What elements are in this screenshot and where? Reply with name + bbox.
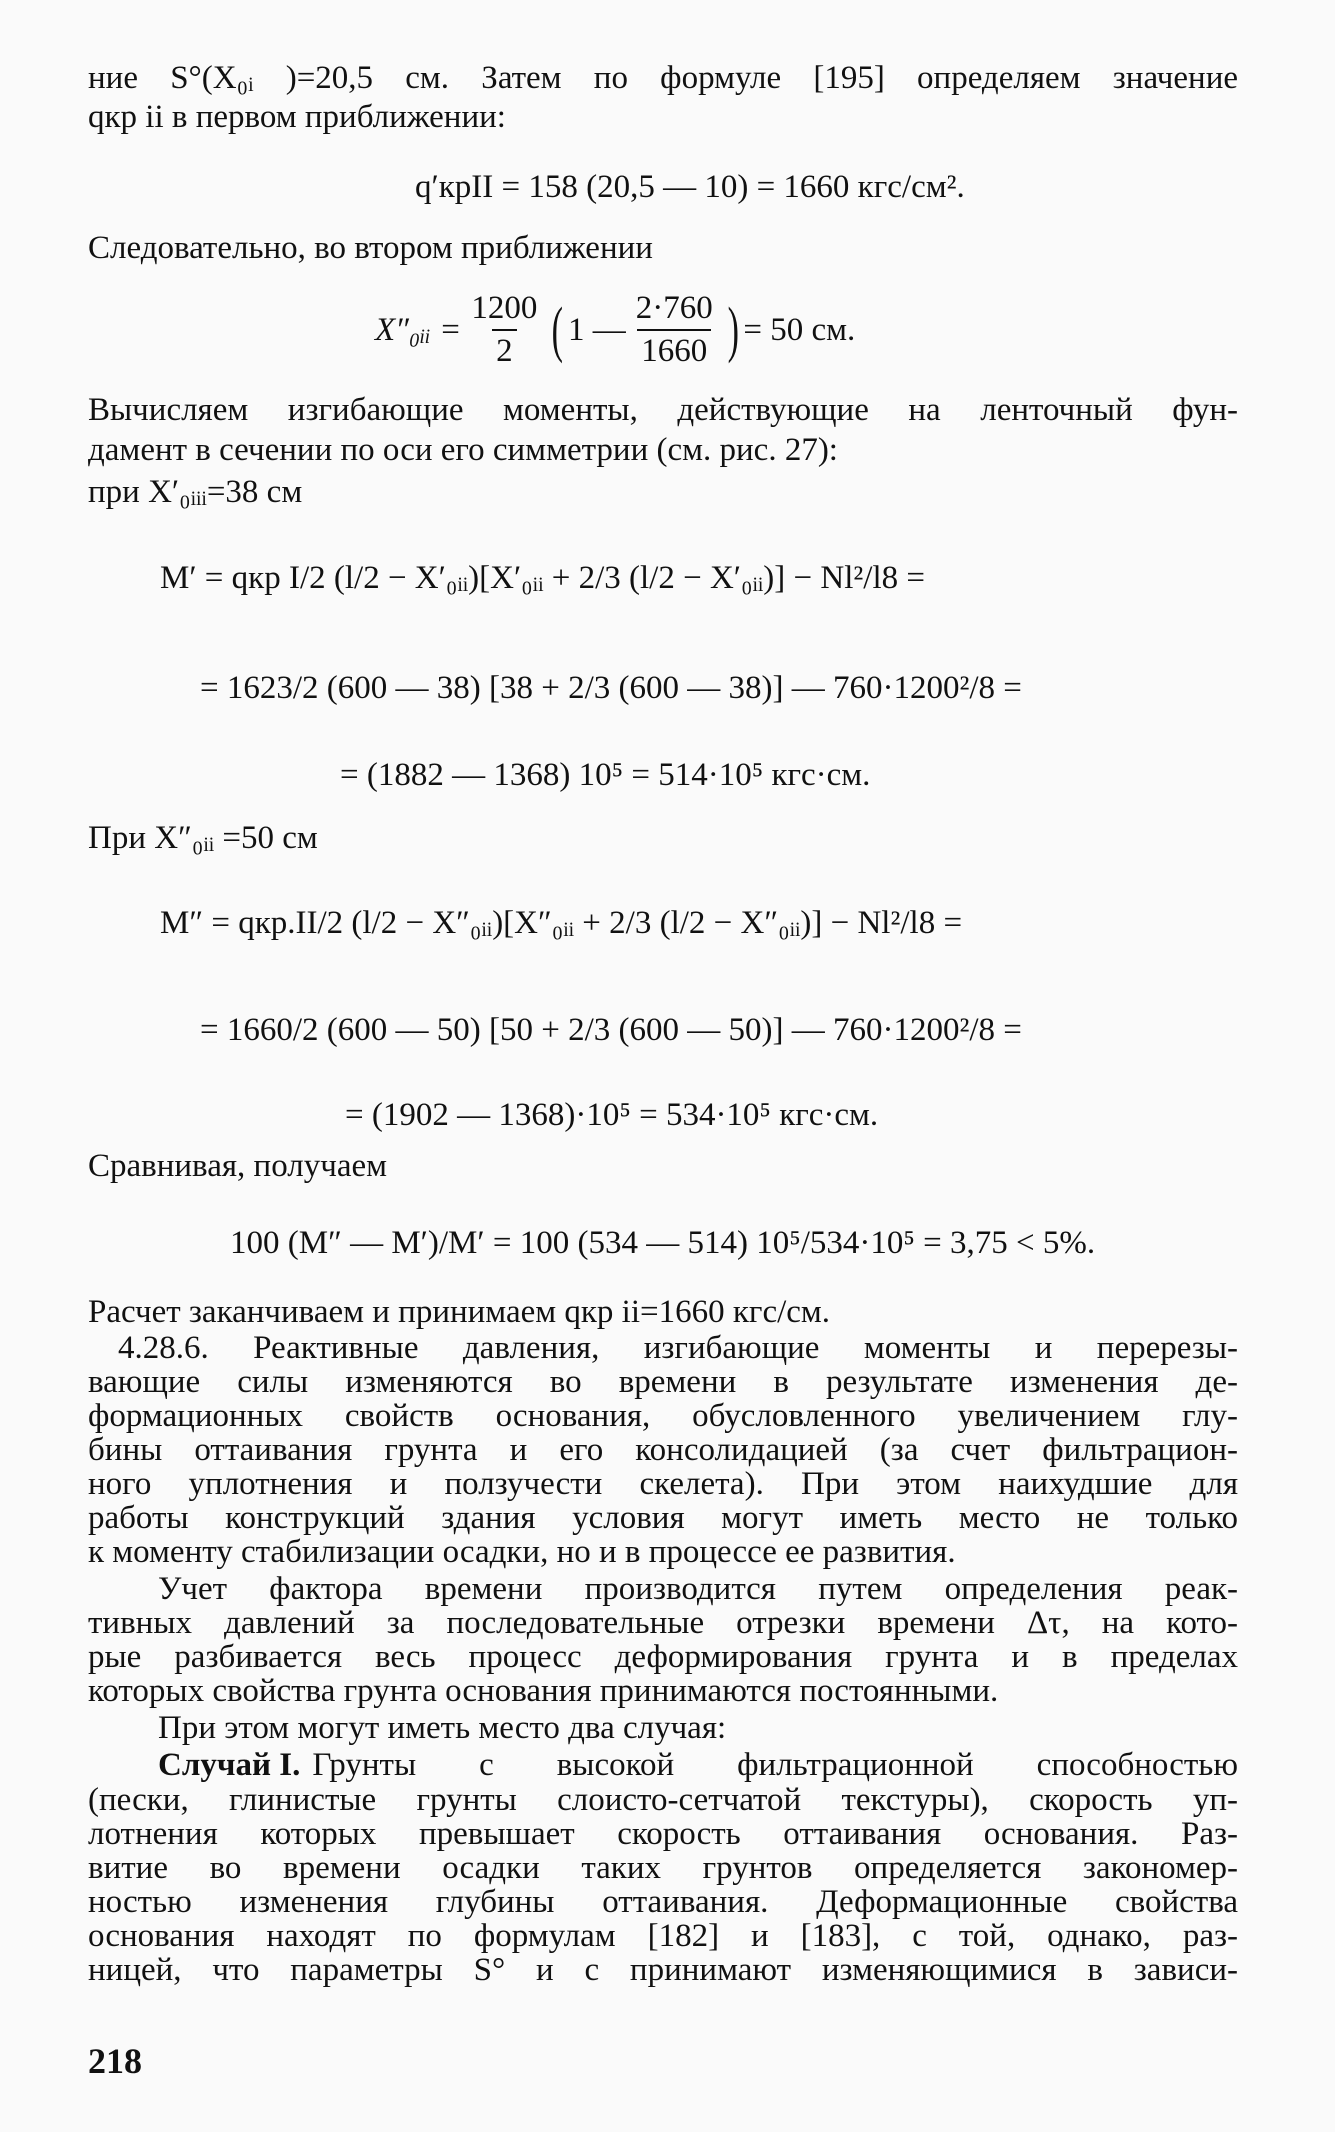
equation: = (1902 — 1368)·10⁵ = 534·10⁵ кгс·см.: [345, 1097, 879, 1133]
text-line: дамент в сечении по оси его симметрии (см. рис. 27):: [88, 432, 838, 468]
text-line: ного уплотнения и ползучести скелета). При этом наихудшие для: [88, 1466, 1238, 1502]
text-line: которых свойства грунта основания принимаются постоянными.: [88, 1673, 999, 1709]
denominator: 1660: [637, 329, 711, 370]
text-line: Расчет заканчиваем и принимаем qкр ii=1660 кгс/см.: [88, 1294, 831, 1330]
numerator: 1200: [471, 290, 538, 326]
text-line: 4.28.6. Реактивные давления, изгибающие моменты и перерезы-: [118, 1330, 1238, 1366]
case-heading: Случай I.: [158, 1747, 301, 1783]
text-line: при X′₀ᵢᵢᵢ=38 см: [88, 474, 303, 510]
text-line: формационных свойств основания, обусловленного увеличением глу-: [88, 1398, 1238, 1434]
text-line: вающие силы изменяются во времени в результате изменения де-: [88, 1364, 1238, 1400]
text-line: Следовательно, во втором приближении: [88, 230, 653, 266]
fraction: [467, 290, 541, 370]
denominator: 2: [492, 329, 517, 370]
text-line: ностью изменения глубины оттаивания. Деформационные свойства: [88, 1884, 1238, 1920]
text-line: лотнения которых превышает скорость оттаивания основания. Раз-: [88, 1816, 1238, 1852]
text-line: При X″₀ᵢᵢ =50 см: [88, 820, 318, 856]
text-line: витие во времени осадки таких грунтов определяется закономер-: [88, 1850, 1238, 1886]
text-line: основания находят по формулам [182] и [183], с той, однако, раз-: [88, 1918, 1238, 1954]
fraction: [632, 290, 717, 370]
equation: = 1623/2 (600 — 38) [38 + 2/3 (600 — 38)] — 760·1200²/8 =: [200, 670, 1022, 706]
text-line: Учет фактора времени производится путем определения реак-: [158, 1571, 1238, 1607]
text-line: тивных давлений за последовательные отрезки времени Δτ, на кото-: [88, 1605, 1238, 1641]
text-span: Грунты с высокой фильтрационной способностью: [312, 1747, 1238, 1783]
equation: q′крII = 158 (20,5 — 10) = 1660 кгс/см².: [415, 168, 965, 205]
text-line: бины оттаивания грунта и его консолидацией (за счет фильтрацион-: [88, 1432, 1238, 1468]
text-line: ницей, что параметры S° и c принимают изменяющимися в зависи-: [88, 1952, 1238, 1988]
text-line: работы конструкций здания условия могут иметь место не только: [88, 1500, 1238, 1536]
text-line: рые разбивается весь процесс деформирования грунта и в пределах: [88, 1639, 1238, 1675]
text-line: qкр ii в первом приближении:: [88, 99, 506, 135]
equation: 100 (M″ — M′)/M′ = 100 (534 — 514) 10⁵/534·10⁵ = 3,75 < 5%.: [230, 1225, 1096, 1261]
equation-part: 1 —: [568, 311, 626, 348]
text-line: [158, 1745, 1238, 1785]
text-line: (пески, глинистые грунты слоисто-сетчатой текстуры), скорость уп-: [88, 1782, 1238, 1818]
equation: X″₀ᵢᵢ = $\frac{1200}{2}$ ( 1 — $\frac{2\cdot 760}{1660}$ ) = 50 см.: [375, 290, 856, 369]
equation: = (1882 — 1368) 10⁵ = 514·10⁵ кгс·см.: [340, 757, 871, 793]
equation-part: X″₀ᵢᵢ =: [375, 311, 462, 348]
equation: M″ = qкр.II/2 (l/2 − X″₀ᵢᵢ)[X″₀ᵢᵢ + 2/3 (l/2 − X″₀ᵢᵢ)] − Nl²/l8 =: [160, 905, 963, 941]
text-line: к моменту стабилизации осадки, но и в процессе ее развития.: [88, 1534, 956, 1570]
text-line: ние S°(X₀ᵢ )=20,5 см. Затем по формуле [195] определяем значение: [88, 60, 1238, 96]
text-line: Сравнивая, получаем: [88, 1148, 387, 1184]
text-line: При этом могут иметь место два случая:: [158, 1710, 727, 1746]
page-number: 218: [88, 2041, 142, 2081]
equation: M′ = qкр I/2 (l/2 − X′₀ᵢᵢ)[X′₀ᵢᵢ + 2/3 (l/2 − X′₀ᵢᵢ)] − Nl²/l8 =: [160, 560, 925, 596]
equation-part: = 50 см.: [743, 311, 856, 348]
equation: = 1660/2 (600 — 50) [50 + 2/3 (600 — 50)] — 760·1200²/8 =: [200, 1012, 1022, 1048]
text-line: Вычисляем изгибающие моменты, действующие на ленточный фун-: [88, 392, 1238, 428]
numerator: 2·760: [635, 290, 713, 326]
